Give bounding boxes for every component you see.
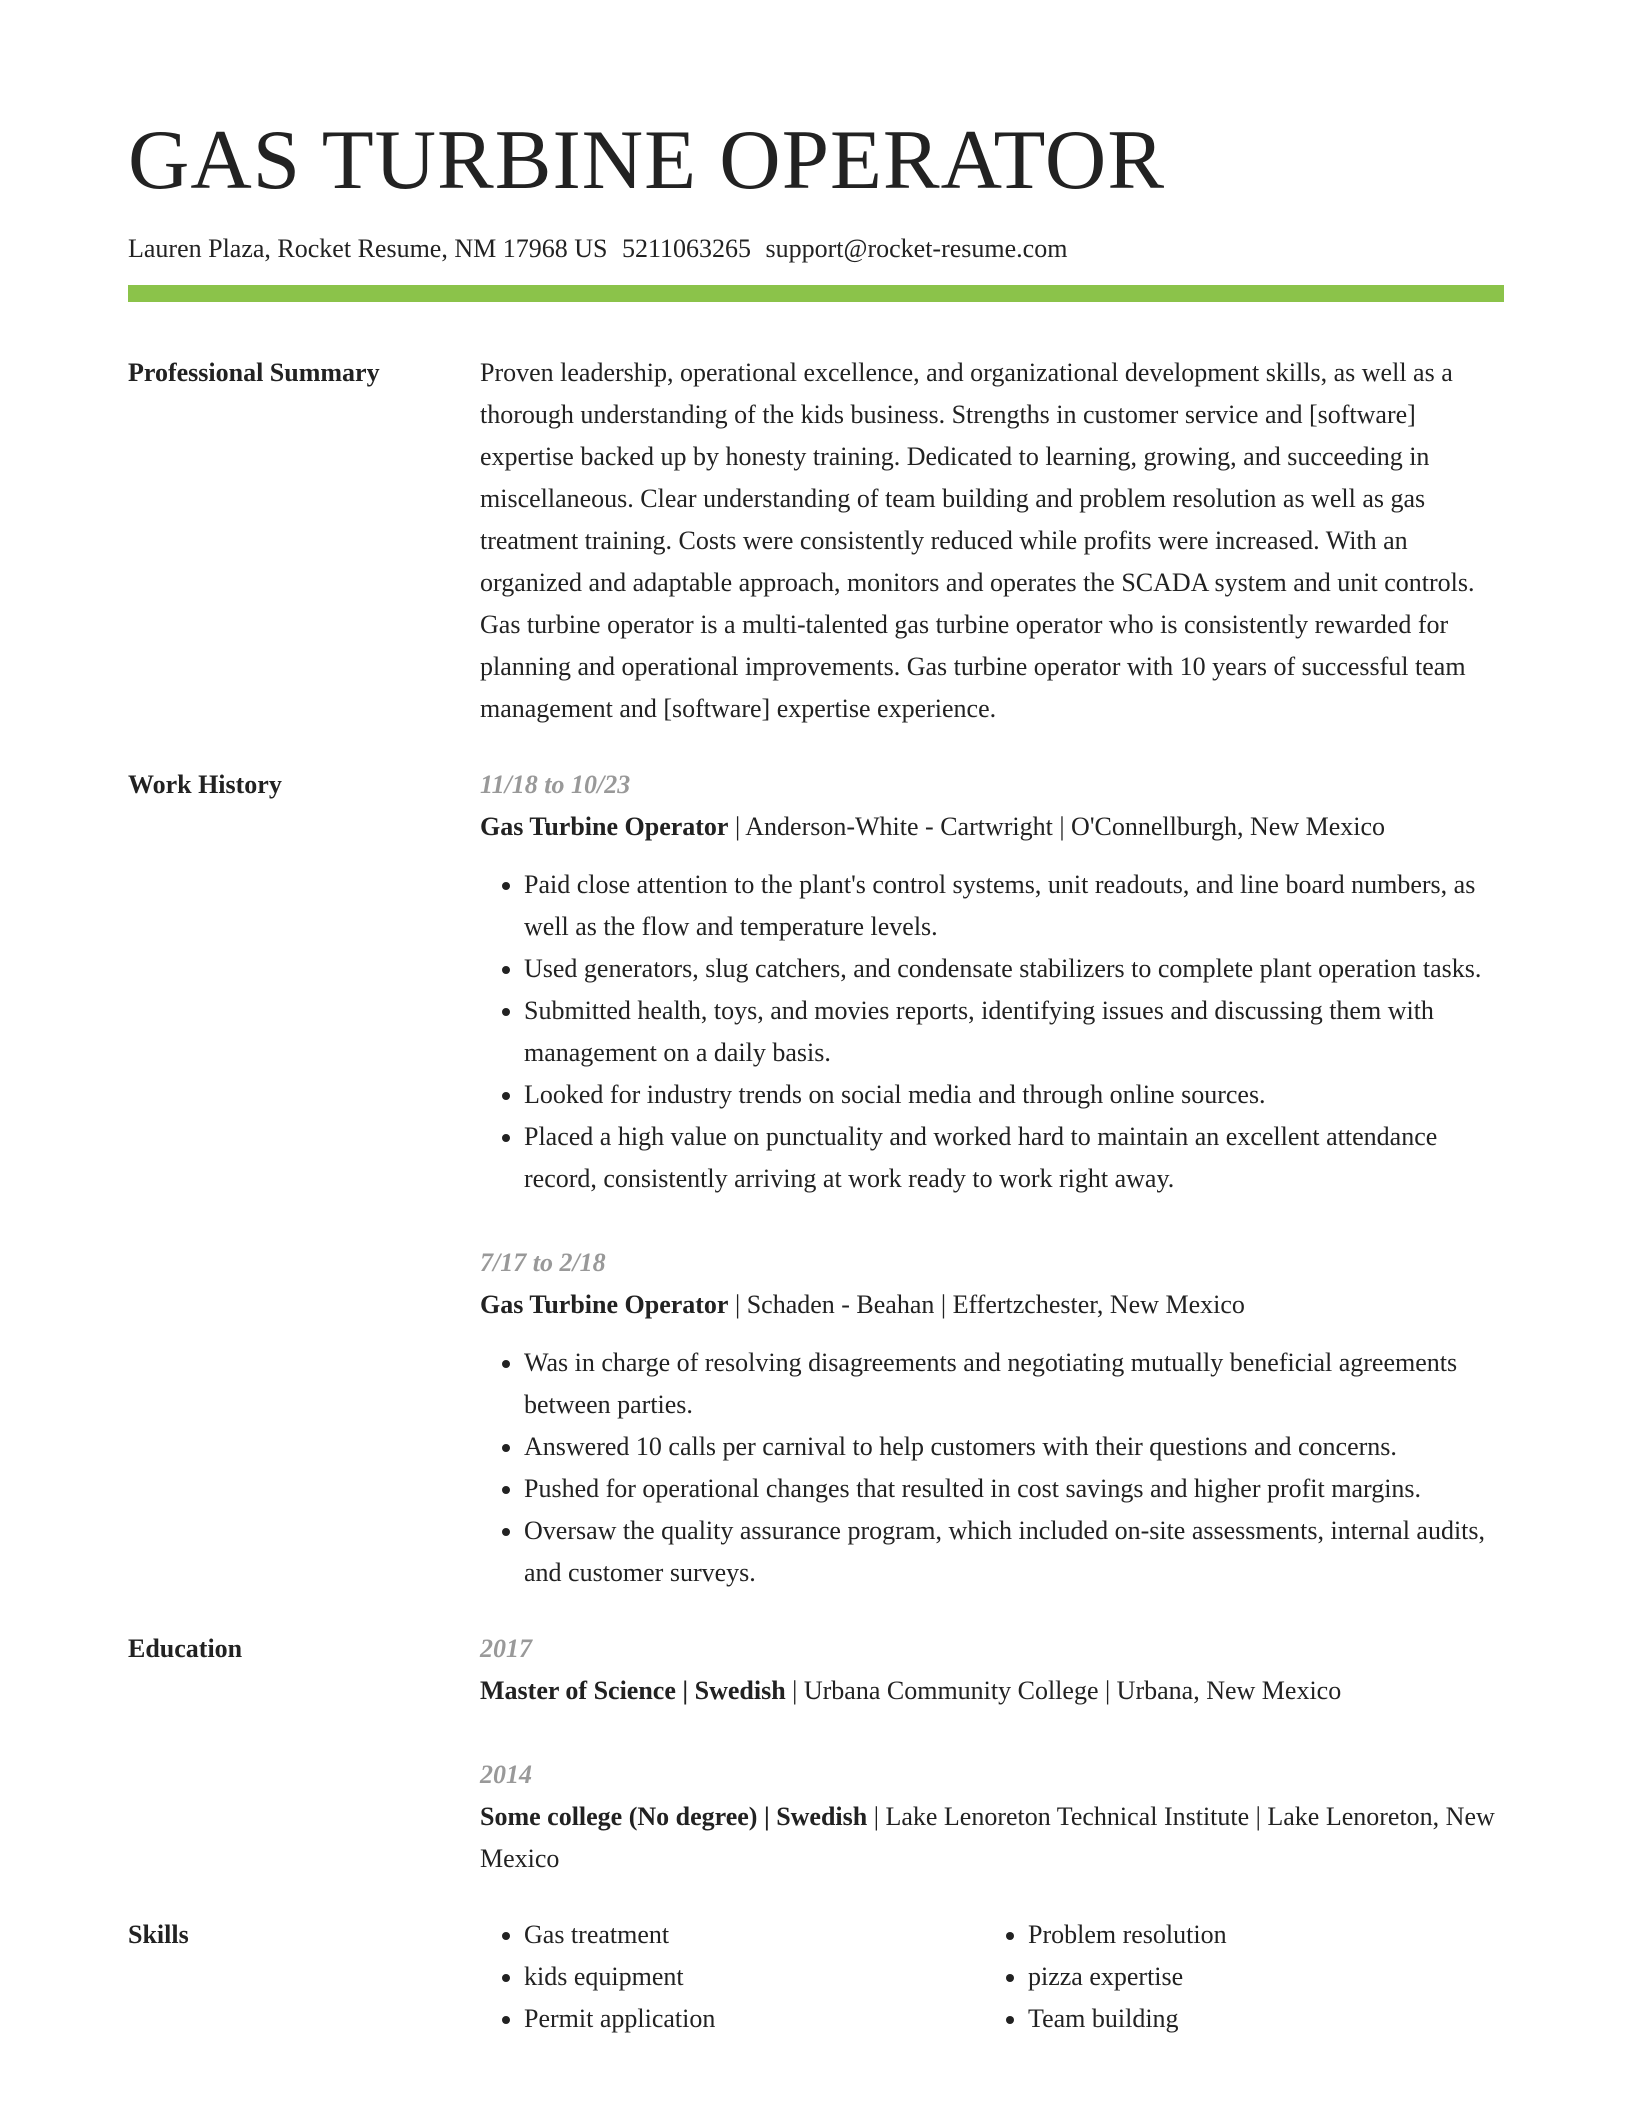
education-degree: Some college (No degree) | Swedish <box>480 1802 868 1831</box>
education-entry <box>480 1754 1504 1880</box>
accent-divider <box>128 285 1504 302</box>
skills-list-left <box>480 1914 984 2040</box>
education-degree: Master of Science | Swedish <box>480 1676 786 1705</box>
job-bullet: • Used generators, slug catchers, and condensate stabilizers to complete plant operation tasks. <box>524 948 1504 990</box>
skill-item: • Permit application <box>524 1998 984 2040</box>
job-bullet: • Answered 10 calls per carnival to help customers with their questions and concerns. <box>524 1426 1504 1468</box>
skills-list-right <box>984 1914 1508 2040</box>
education-line <box>480 1796 1504 1880</box>
skills-grid <box>480 1914 1508 2040</box>
contact-address: Lauren Plaza, Rocket Resume, NM 17968 US <box>128 234 608 263</box>
education-details: | Lake Lenoreton Technical Institute | Lake Lenoreton, New Mexico <box>480 1802 1495 1873</box>
resume-name: GAS TURBINE OPERATOR <box>128 113 1166 207</box>
job-title: Gas Turbine Operator <box>480 1290 729 1319</box>
section-label-education: Education <box>128 1634 243 1663</box>
job-dates: 7/17 to 2/18 <box>480 1248 606 1277</box>
skill-item: • Problem resolution <box>1028 1914 1508 1956</box>
education-year: 2017 <box>480 1634 532 1663</box>
job-title: Gas Turbine Operator <box>480 812 729 841</box>
job-bullet: • Pushed for operational changes that resulted in cost savings and higher profit margins. <box>524 1468 1504 1510</box>
job-bullet: • Looked for industry trends on social media and through online sources. <box>524 1074 1504 1116</box>
job-bullet: • Oversaw the quality assurance program, which included on-site assessments, internal audits, and customer surveys. <box>524 1510 1504 1594</box>
education-line <box>480 1670 1504 1712</box>
contact-line <box>128 232 1067 266</box>
skills-section <box>128 1914 1504 2040</box>
job-bullet: • Placed a high value on punctuality and worked hard to maintain an excellent attendance record, consistently arriving at work ready to work right away. <box>524 1116 1504 1200</box>
job-bullets <box>480 1342 1504 1594</box>
job-details: | Schaden - Beahan | Effertzchester, New Mexico <box>728 1290 1245 1319</box>
job-entry <box>480 1242 1504 1594</box>
job-details: | Anderson-White - Cartwright | O'Connellburgh, New Mexico <box>728 812 1386 841</box>
job-bullet: • Paid close attention to the plant's control systems, unit readouts, and line board numbers, as well as the flow and temperature levels. <box>524 864 1504 948</box>
section-label-summary: Professional Summary <box>128 358 380 387</box>
job-bullet: • Submitted health, toys, and movies reports, identifying issues and discussing them with management on a daily basis. <box>524 990 1504 1074</box>
education-section <box>128 1628 1504 1880</box>
skill-item: • pizza expertise <box>1028 1956 1508 1998</box>
job-bullets <box>480 864 1504 1200</box>
section-label-skills: Skills <box>128 1920 189 1949</box>
job-title-line <box>480 1284 1504 1326</box>
resume-content <box>128 352 1504 2074</box>
job-bullet: • Was in charge of resolving disagreements and negotiating mutually beneficial agreements between parties. <box>524 1342 1504 1426</box>
job-dates: 11/18 to 10/23 <box>480 770 631 799</box>
summary-section <box>128 352 1504 730</box>
education-details: | Urbana Community College | Urbana, New Mexico <box>785 1676 1342 1705</box>
skill-item: • Gas treatment <box>524 1914 984 1956</box>
job-title-line <box>480 806 1504 848</box>
contact-phone: 5211063265 <box>621 234 752 263</box>
contact-email: support@rocket-resume.com <box>765 234 1068 263</box>
education-year: 2014 <box>480 1760 532 1789</box>
job-entry <box>480 764 1504 1200</box>
education-entry <box>480 1628 1504 1712</box>
summary-text: Proven leadership, operational excellence, and organizational development skills, as well as a thorough understanding of the kids business. Strengths in customer service and [software] expertise backed up by honesty training. Dedicated to learning, growing, and succeeding in miscellaneous. Clear understanding of team building and problem resolution as well as gas treatment training. Costs were consistently reduced while profits were increased. With an organized and adaptable approach, monitors and operates the SCADA system and unit controls. Gas turbine operator is a multi-talented gas turbine operator who is consistently rewarded for planning and operational improvements. Gas turbine operator with 10 years of successful team management and [software] expertise experience. <box>480 358 1475 723</box>
skill-item: • Team building <box>1028 1998 1508 2040</box>
work-history-section <box>128 764 1504 1594</box>
skill-item: • kids equipment <box>524 1956 984 1998</box>
section-label-work-history: Work History <box>128 770 282 799</box>
